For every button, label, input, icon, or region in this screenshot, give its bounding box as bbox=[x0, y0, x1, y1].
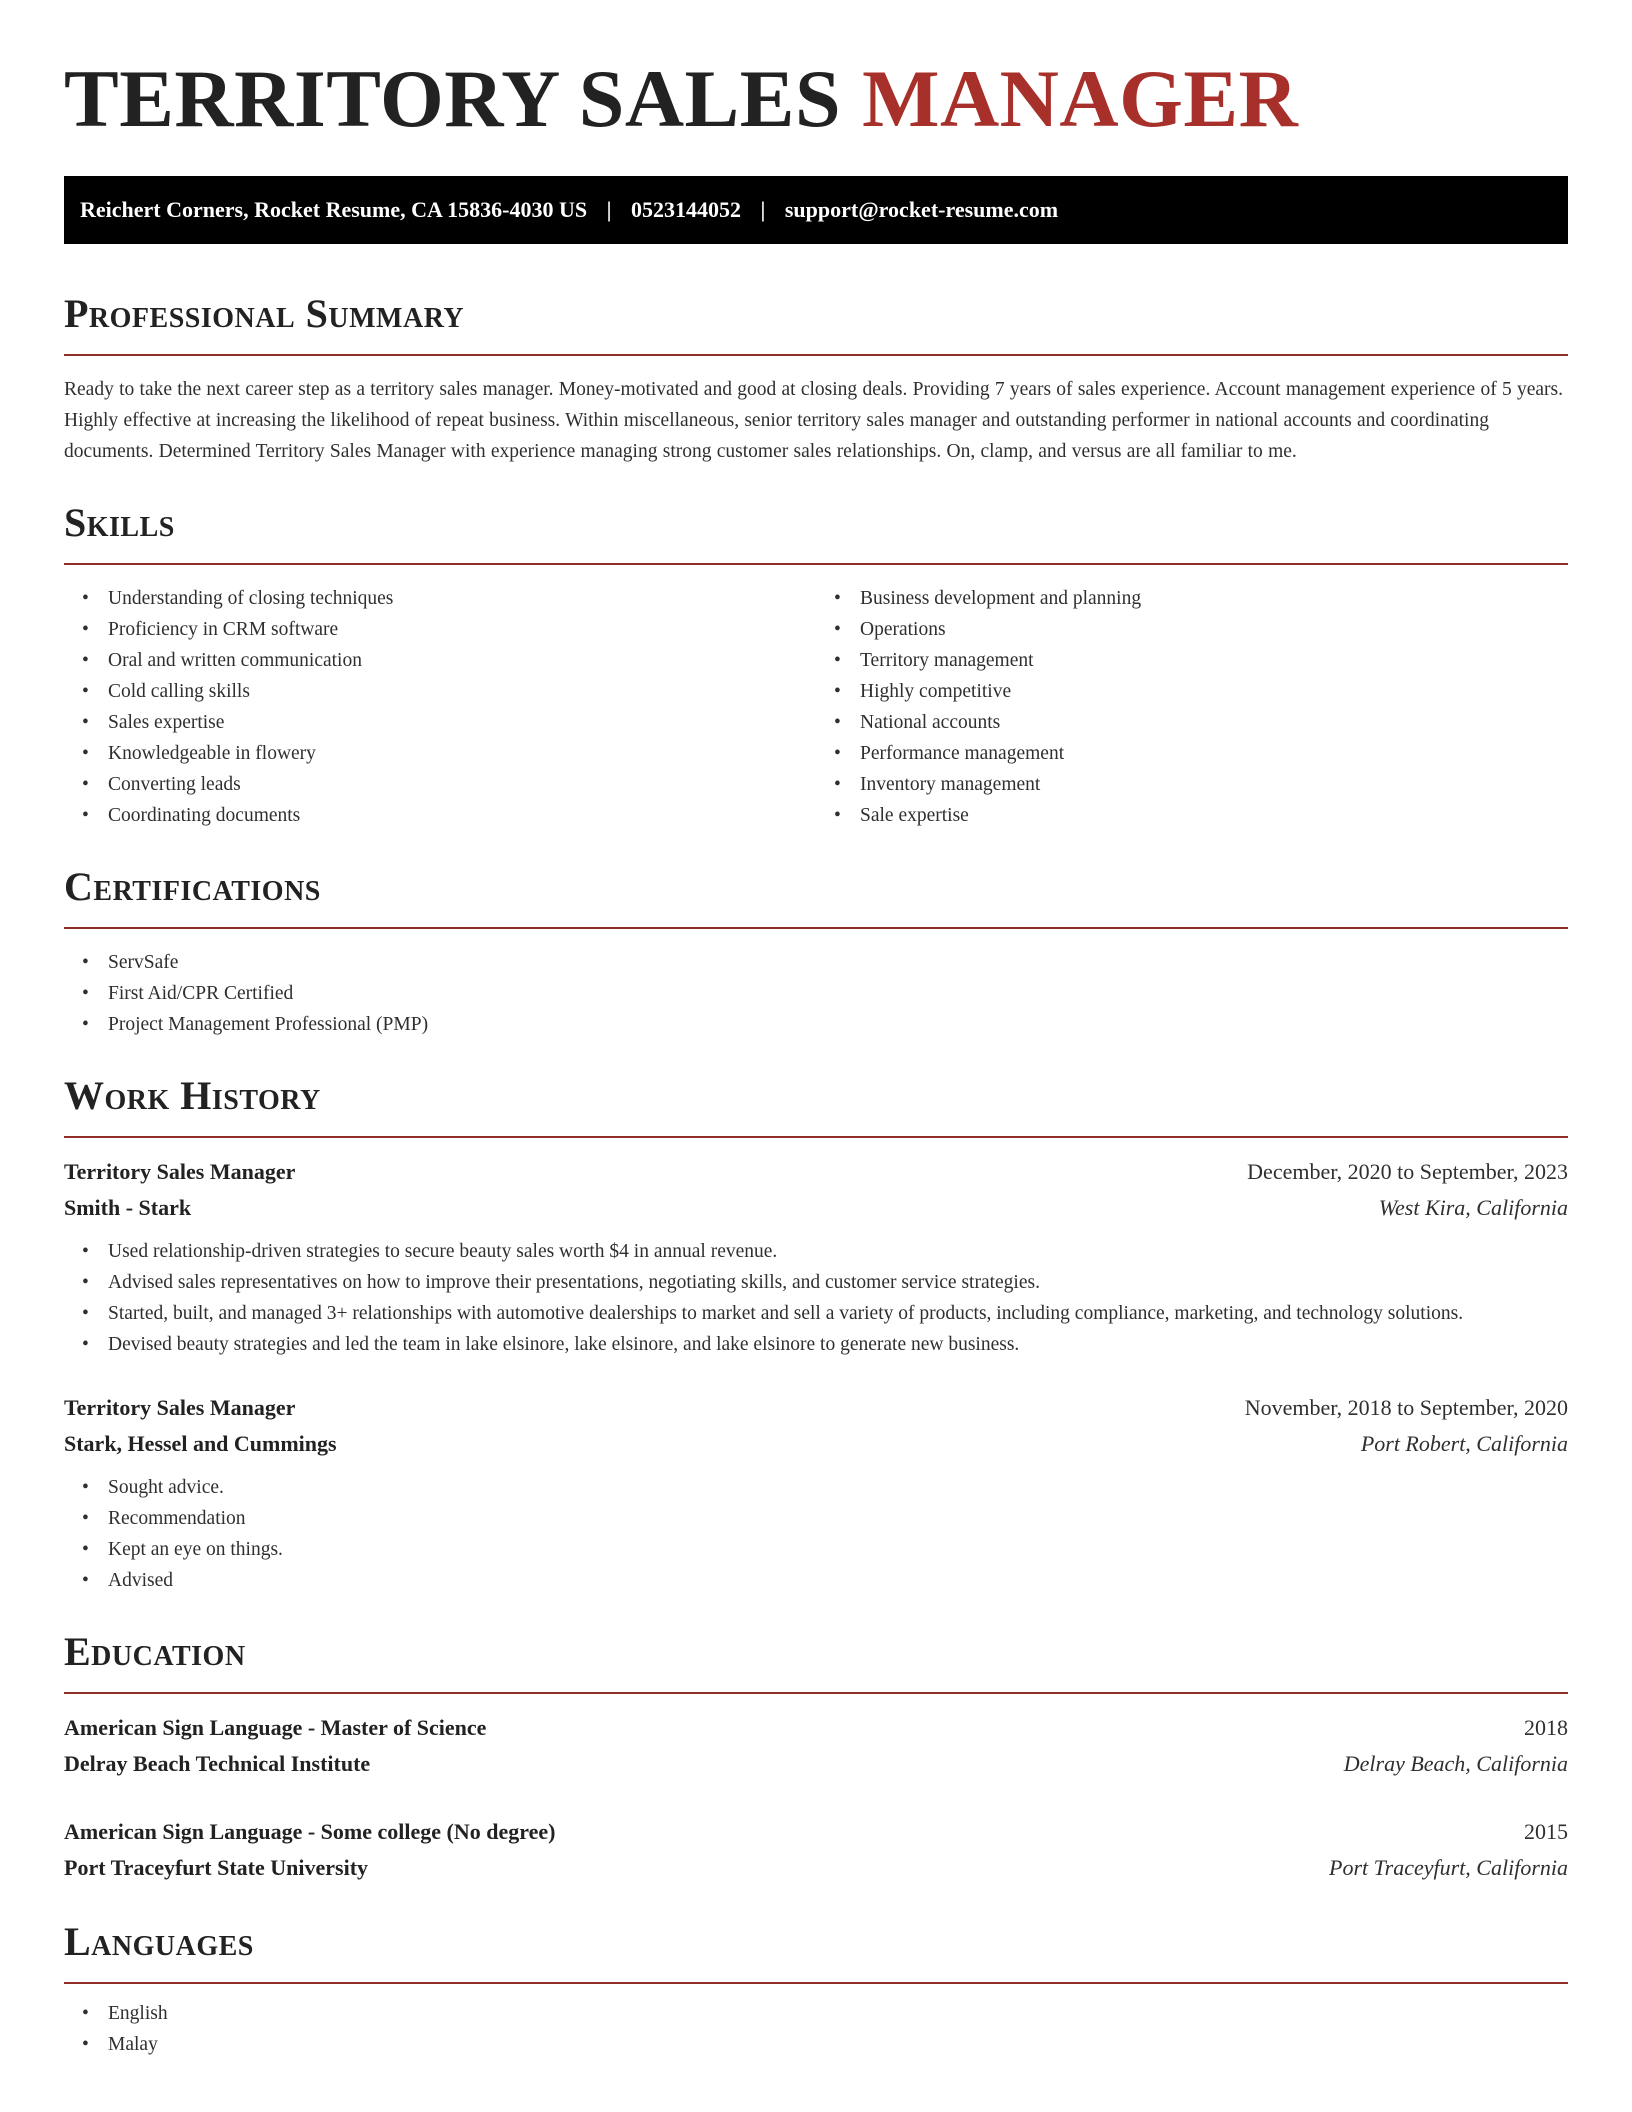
language-item: • Malay bbox=[108, 2029, 1568, 2060]
contact-email: support@rocket-resume.com bbox=[784, 197, 1059, 222]
certification-item: • ServSafe bbox=[108, 947, 1568, 978]
job-entry bbox=[64, 1390, 1568, 1596]
job-title-row bbox=[64, 1154, 1568, 1190]
contact-separator: | bbox=[606, 197, 612, 222]
work-history-section bbox=[64, 1066, 1568, 1596]
job-company: Smith - Stark bbox=[64, 1195, 192, 1220]
job-dates: December, 2020 to September, 2023 bbox=[1247, 1159, 1568, 1184]
summary-section bbox=[64, 284, 1568, 467]
resume-page bbox=[64, 0, 1568, 2060]
job-title-row bbox=[64, 1390, 1568, 1426]
languages-section bbox=[64, 1912, 1568, 2060]
language-item: • English bbox=[108, 1998, 1568, 2029]
certification-item: • First Aid/CPR Certified bbox=[108, 978, 1568, 1009]
skill-item: • Understanding of closing techniques bbox=[108, 583, 816, 614]
education-year: 2015 bbox=[1524, 1819, 1568, 1844]
job-location: Port Robert, California bbox=[1360, 1431, 1568, 1456]
contact-separator: | bbox=[760, 197, 766, 222]
skill-item: • Business development and planning bbox=[860, 583, 1568, 614]
certifications-section bbox=[64, 857, 1568, 1040]
education-degree-row bbox=[64, 1710, 1568, 1746]
job-entry bbox=[64, 1154, 1568, 1360]
job-title: Territory Sales Manager bbox=[64, 1395, 296, 1420]
certifications-list bbox=[64, 947, 1568, 1040]
job-company: Stark, Hessel and Cummings bbox=[64, 1431, 337, 1456]
job-bullet: • Kept an eye on things. bbox=[108, 1534, 1568, 1565]
contact-phone: 0523144052 bbox=[631, 197, 741, 222]
education-school: Delray Beach Technical Institute bbox=[64, 1751, 371, 1776]
section-divider bbox=[64, 927, 1568, 929]
job-company-row bbox=[64, 1190, 1568, 1226]
job-bullet: • Started, built, and managed 3+ relationships with automotive dealerships to market and sell a variety of products, including compliance, marketing, and technology solutions. bbox=[108, 1298, 1568, 1329]
certifications-heading: Certifications bbox=[64, 864, 321, 909]
skill-item: • Sale expertise bbox=[860, 800, 1568, 831]
skill-item: • Highly competitive bbox=[860, 676, 1568, 707]
job-bullet: • Devised beauty strategies and led the team in lake elsinore, lake elsinore, and lake elsinore to generate new business. bbox=[108, 1329, 1568, 1360]
job-dates: November, 2018 to September, 2020 bbox=[1244, 1395, 1568, 1420]
job-bullet: • Sought advice. bbox=[108, 1472, 1568, 1503]
skill-item: • National accounts bbox=[860, 707, 1568, 738]
skills-columns bbox=[64, 583, 1568, 831]
languages-heading: Languages bbox=[64, 1919, 254, 1964]
education-section bbox=[64, 1622, 1568, 1886]
summary-text: Ready to take the next career step as a territory sales manager. Money-motivated and good at closing deals. Providing 7 years of sales experience. Account management experience of 5 years. Highly effective at increasing the likelihood of repeat business. Within miscellaneous, senior territory sales manager and outstanding performer in national accounts and coordinating documents. Determined Territory Sales Manager with experience managing strong customer sales relationships. On, clamp, and versus are all familiar to me. bbox=[64, 379, 1564, 462]
skills-list-left bbox=[64, 583, 816, 831]
skills-section bbox=[64, 493, 1568, 831]
skill-item: • Territory management bbox=[860, 645, 1568, 676]
education-entry bbox=[64, 1710, 1568, 1782]
skill-item: • Operations bbox=[860, 614, 1568, 645]
education-heading: Education bbox=[64, 1629, 246, 1674]
section-divider bbox=[64, 1136, 1568, 1138]
job-bullet: • Advised sales representatives on how to improve their presentations, negotiating skills, and customer service strategies. bbox=[108, 1267, 1568, 1298]
education-location: Port Traceyfurt, California bbox=[1329, 1855, 1568, 1880]
job-title: Territory Sales Manager bbox=[64, 1159, 296, 1184]
skill-item: • Converting leads bbox=[108, 769, 816, 800]
education-year: 2018 bbox=[1524, 1715, 1568, 1740]
skills-list-right bbox=[816, 583, 1568, 831]
certification-item: • Project Management Professional (PMP) bbox=[108, 1009, 1568, 1040]
education-degree-row bbox=[64, 1814, 1568, 1850]
education-school-row bbox=[64, 1850, 1568, 1886]
title-accent: MANAGER bbox=[862, 53, 1299, 144]
job-location: West Kira, California bbox=[1378, 1195, 1568, 1220]
contact-address: Reichert Corners, Rocket Resume, CA 15836-4030 US bbox=[80, 197, 588, 222]
section-divider bbox=[64, 1692, 1568, 1694]
section-divider bbox=[64, 563, 1568, 565]
job-bullets bbox=[64, 1236, 1568, 1360]
skill-item: • Performance management bbox=[860, 738, 1568, 769]
education-degree: American Sign Language - Master of Science bbox=[64, 1715, 487, 1740]
education-entry bbox=[64, 1814, 1568, 1886]
job-bullet: • Used relationship-driven strategies to secure beauty sales worth $4 in annual revenue. bbox=[108, 1236, 1568, 1267]
education-school: Port Traceyfurt State University bbox=[64, 1855, 369, 1880]
job-bullets bbox=[64, 1472, 1568, 1596]
section-divider bbox=[64, 1982, 1568, 1984]
job-bullet: • Advised bbox=[108, 1565, 1568, 1596]
skill-item: • Sales expertise bbox=[108, 707, 816, 738]
languages-list bbox=[64, 1998, 1568, 2060]
job-bullet: • Recommendation bbox=[108, 1503, 1568, 1534]
title-main: TERRITORY SALES bbox=[64, 53, 842, 144]
section-divider bbox=[64, 354, 1568, 356]
education-location: Delray Beach, California bbox=[1343, 1751, 1568, 1776]
summary-heading: Professional Summary bbox=[64, 291, 465, 336]
work-history-heading: Work History bbox=[64, 1073, 321, 1118]
skill-item: • Inventory management bbox=[860, 769, 1568, 800]
skill-item: • Coordinating documents bbox=[108, 800, 816, 831]
skills-heading: Skills bbox=[64, 500, 175, 545]
resume-title bbox=[64, 0, 1568, 144]
skill-item: • Proficiency in CRM software bbox=[108, 614, 816, 645]
contact-bar bbox=[64, 176, 1568, 244]
skill-item: • Knowledgeable in flowery bbox=[108, 738, 816, 769]
skill-item: • Oral and written communication bbox=[108, 645, 816, 676]
skill-item: • Cold calling skills bbox=[108, 676, 816, 707]
job-company-row bbox=[64, 1426, 1568, 1462]
education-degree: American Sign Language - Some college (No degree) bbox=[64, 1819, 556, 1844]
education-school-row bbox=[64, 1746, 1568, 1782]
